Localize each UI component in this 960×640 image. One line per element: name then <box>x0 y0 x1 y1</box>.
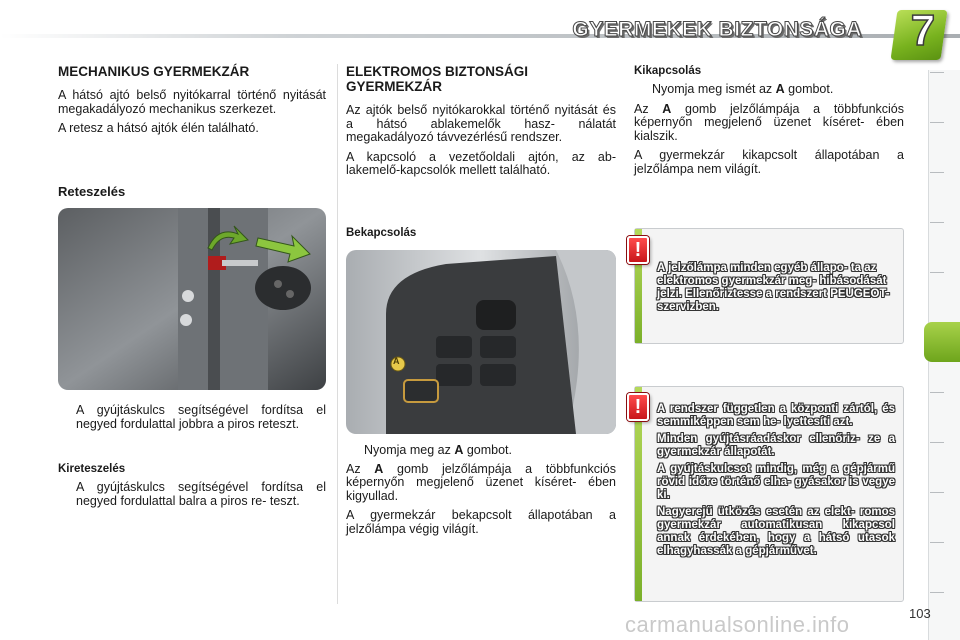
paragraph: A retesz a hátsó ajtók élén található. <box>58 121 259 135</box>
subheading-unlocking: Kireteszelés <box>58 463 126 475</box>
tab-active-chapter[interactable] <box>924 322 960 362</box>
photo-window-switch-panel <box>346 250 616 434</box>
subheading-locking: Reteszelés <box>58 184 126 199</box>
page-header <box>0 0 960 62</box>
tab-marker[interactable] <box>930 492 944 493</box>
tab-marker[interactable] <box>930 272 944 273</box>
tab-marker[interactable] <box>930 392 944 393</box>
warning-paragraph: A rendszer független a központi zártól, és semmiképpen sem he- lyettesíti azt. <box>657 403 895 428</box>
paragraph: A hátsó ajtó belső nyitókarral történő nyitását megakadályozó mechanikus szerkezet. <box>58 88 326 116</box>
bullet-activation <box>346 444 616 542</box>
warning-box-system <box>634 386 904 602</box>
page-number: 103 <box>909 606 931 621</box>
bullet-text: Nyomja meg az A gombot. <box>364 443 512 457</box>
warning-text: A jelzőlámpa minden egyéb állapo- ta az elektromos gyermekzár meg- hibásodását jelzi. Ellenőriztesse a rendszert PEUGEOT-szervizben. <box>657 262 890 313</box>
warning-paragraph: Nagyerejű ütközés esetén az elekt- romos gyermekzár automatikusan kikapcsol annak érdekében, hogy a hátsó utasok elhagyhassák a gépjárművet. <box>657 506 895 557</box>
tab-marker[interactable] <box>930 222 944 223</box>
photo-label-a: A <box>393 356 400 366</box>
paragraph: Az ajtók belső nyitókarokkal történő nyitását és a hátsó ablakemelők hasz- nálatát megakadályozó távvezérlésű rendszer. <box>346 103 616 144</box>
chapter-number: 7 <box>910 6 936 55</box>
column-electric <box>346 64 616 184</box>
watermark: carmanualsonline.info <box>625 612 850 637</box>
column-deactivation <box>634 64 904 182</box>
subheading-activation: Bekapcsolás <box>346 227 417 239</box>
bullet-unlocking <box>58 481 326 508</box>
tab-marker[interactable] <box>930 542 944 543</box>
bullet-arrow-icon <box>58 404 76 431</box>
paragraph: A kapcsoló a vezetőoldali ajtón, az ab- lakemelő-kapcsolók mellett található. <box>346 149 616 177</box>
warning-text-block <box>657 403 895 562</box>
bullet-arrow-icon <box>346 444 364 458</box>
tab-marker[interactable] <box>930 592 944 593</box>
paragraph: Az A gomb jelzőlámpája a többfunkciós képernyőn megjelenő üzenet kíséret- ében kigyullad. <box>346 461 617 503</box>
column-divider <box>337 64 338 604</box>
tab-marker[interactable] <box>930 72 944 73</box>
section-heading-electric: ELEKTROMOS BIZTONSÁGI GYERMEKZÁR <box>346 64 529 94</box>
subheading-deactivation: Kikapcsolás <box>634 65 702 77</box>
bullet-arrow-icon <box>634 83 652 97</box>
column-mechanical <box>58 64 326 142</box>
bullet-text: A gyújtáskulcs segítségével fordítsa el negyed fordulattal balra a piros re- teszt. <box>76 480 326 508</box>
paragraph: Az A gomb jelzőlámpája a többfunkciós képernyőn megjelenő üzenet kíséret- ében kialszik. <box>634 101 905 143</box>
warning-paragraph: Minden gyújtásráadáskor ellenőriz- ze a gyermekzár állapotát. <box>657 433 895 458</box>
bullet-text: A gyújtáskulcs segítségével fordítsa el negyed fordulattal jobbra a piros reteszt. <box>76 403 326 431</box>
photo-door-lock <box>58 208 326 390</box>
paragraph: A gyermekzár kikapcsolt állapotában a jelzőlámpa nem világít. <box>634 148 904 176</box>
bullet-text: Nyomja meg ismét az A gombot. <box>652 82 834 96</box>
section-heading-mechanical: MECHANIKUS GYERMEKZÁR <box>58 64 250 79</box>
chapter-title: GYERMEKEK BIZTONSÁGA <box>572 18 862 41</box>
tab-marker[interactable] <box>930 122 944 123</box>
tab-marker[interactable] <box>930 172 944 173</box>
paragraph: A gyermekzár bekapcsolt állapotában a jelzőlámpa végig világít. <box>346 508 616 536</box>
bullet-arrow-icon <box>58 481 76 508</box>
bullet-locking <box>58 404 326 431</box>
warning-paragraph: A gyújtáskulcsot mindig, még a gépjármű rövid időre történő elha- gyásakor is vegye ki. <box>657 463 895 501</box>
tab-marker[interactable] <box>930 442 944 443</box>
warning-icon: ! <box>627 393 649 421</box>
warning-icon: ! <box>627 236 649 264</box>
warning-box-lamp <box>634 228 904 344</box>
